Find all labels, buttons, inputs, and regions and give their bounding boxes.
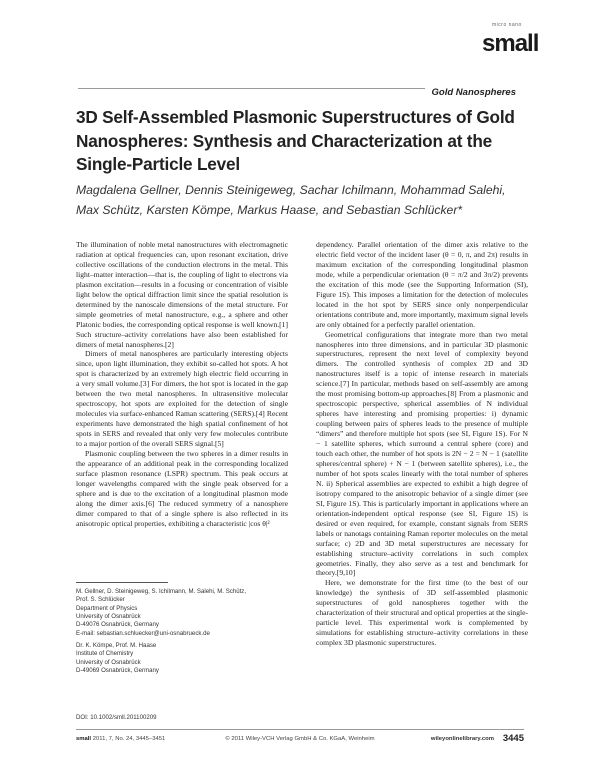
email-line[interactable]: E-mail: sebastian.schluecker@uni-osnabrueck.de — [76, 629, 210, 637]
footer-copyright: © 2011 Wiley-VCH Verlag GmbH & Co. KGaA, Weinheim — [225, 736, 375, 742]
affiliation-line: M. Gellner, D. Steinigeweg, S. Ichilmann, M. Salehi, M. Schütz, — [76, 588, 247, 595]
affiliations — [76, 588, 296, 675]
footer-citation-text: 2011, 7, No. 24, 3445–3451 — [92, 736, 166, 742]
affiliation-line: Department of Physics — [76, 604, 138, 612]
footer-journal: small — [76, 736, 92, 742]
affiliation-line: University of Osnabrück — [76, 658, 141, 666]
affiliation-line: Dr. K. Kömpe, Prof. M. Haase — [76, 642, 157, 650]
footer-rule — [76, 729, 524, 730]
affiliation-line: Prof. S. Schlücker — [76, 596, 125, 604]
affiliation-rule — [76, 582, 168, 583]
author-list: Magdalena Gellner, Dennis Steinigeweg, Sachar Ichilmann, Mohammad Salehi, Max Schütz, Karsten Kömpe, Markus Haase, and Sebastian Schlücker* — [76, 183, 506, 217]
paragraph: The illumination of noble metal nanostructures with electromagnetic radiation at optical frequencies can, upon resonant excitation, drive collective oscillations of the conduction electrons in the metal. This light–matter interaction—that is, the coupling of light to electrons via plasmon excitation—results in a focusing or concentration of visible light below the optical diffraction limit since the spatial resolution is determined by the nanoscale dimensions of the metal structure. For simple geometries of metal nanostructure, e.g., a sphere and other Platonic bodies, the corresponding optical response is well known.[1] Such structure–activity correlations have also been established for dimers of metal nanospheres.[2] — [76, 240, 288, 349]
section-label: Gold Nanospheres — [431, 87, 516, 98]
article-title: 3D Self-Assembled Plasmonic Superstructures of Gold Nanospheres: Synthesis and Characterization at the Single-Particle Level — [76, 107, 515, 174]
affiliation-line: Institute of Chemistry — [76, 650, 134, 658]
paragraph: dependency. Parallel orientation of the dimer axis relative to the electric field vector of the incident laser (θ = 0, π, and 2π) results in maximum excitation of the corresponding longitudinal plasmon mode, while a perpendicular orientation (θ = π/2 and 3π/2) prevents the excitation of this mode (see the Supporting Information (SI), Figure 1S). This imposes a limitation for the detection of molecules located in the hot spot by SERS since only nonperpendicular orientations contribute and, more importantly, maximum signal levels are only obtained for a perfectly parallel orientation. — [316, 240, 528, 329]
doi[interactable]: DOI: 10.1002/smll.201100209 — [76, 714, 157, 721]
page-number: 3445 — [502, 733, 524, 744]
affiliation-line: D-49069 Osnabrück, Germany — [76, 667, 159, 675]
logo-wordmark: small — [482, 30, 539, 57]
paragraph: Dimers of metal nanospheres are particularly interesting objects since, upon light illumination, they exhibit so-called hot spots. A hot spot is characterized by an extremely high electric field occurring in a very small volume.[3] For dimers, the hot spot is located in the gap between the two metal nanospheres. In ultrasensitive molecular spectroscopy, hot spots are exploited for the detection of single molecules via surface-enhanced Raman scattering (SERS).[4] Recent experiments have demonstrated the high spatial confinement of hot spots in SERS and revealed that only very few molecules contribute to a major portion of the overall SERS signal.[5] — [76, 349, 288, 449]
body-column-right — [316, 240, 528, 648]
page-footer — [76, 733, 524, 747]
paragraph: Geometrical configurations that integrate more than two metal nanospheres into three dimensions, and in particular 3D plasmonic superstructures, represent the next level of complexity beyond dimers. The controlled synthesis of complex 2D and 3D nanostructures itself is a topic of intense research in materials science.[7] In particular, methods based on self-assembly are among the most promising bottom-up approaches.[8] From a plasmonic and spectroscopic perspective, spherical assemblies of N individual spheres have interesting and promising properties: i) dynamic coupling between pairs of spheres leads to the presence of multiple “dimers” and therefore multiple hot spots (see SI, Figure 1S). For N − 1 satellite spheres, which surround a central sphere (core) and touch each other, the number of hot spots is 2N − 2 = N − 1 (satellite spheres/central sphere) + N − 1 (between satellite spheres), i.e., the number of hot spots scales linearly with the total number of spheres N. ii) Spherical assemblies are expected to exhibit a high degree of isotropy compared to the anisotropic behavior of a single dimer (see SI, Figure 1S). This is particularly important in applications where an orientation-independent optical response (see SI, Figure 1S) is desired or even required, for example, constant signals from SERS labels or nanotags containing Raman reporter molecules on the metal surface; c) 2D and 3D metal superstructures are necessary for establishing structure–activity correlations in such complex geometries. Finally, they also serve as a test and benchmark for theory.[9,10] — [316, 329, 528, 578]
affiliation-line: D-49076 Osnabrück, Germany — [76, 621, 159, 629]
section-tag — [425, 82, 522, 96]
paragraph: Plasmonic coupling between the two spheres in a dimer results in the appearance of an additional peak in the corresponding localized surface plasmon resonance (LSPR) spectrum. This peak occurs at longer wavelengths compared with the single peak observed for a sphere and is due to the excitation of a longitudinal plasmon mode along the dimer axis.[6] The reduced symmetry of a nanosphere dimer compared to that of a single sphere is also reflected in its anisotropic optical properties, exhibiting a characteristic |cos θ|² — [76, 449, 288, 528]
journal-logo — [482, 22, 539, 66]
footer-website[interactable]: wileyonlinelibrary.com — [430, 736, 494, 742]
paragraph: Here, we demonstrate for the first time (to the best of our knowledge) the synthesis of 3D self-assembled plasmonic superstructures of gold nanospheres together with the characterization of their structural and optical properties at the single-particle level. This experimental work is complemented by simulations for establishing structure–activity correlations in these complex 3D plasmonic superstructures. — [316, 578, 528, 648]
affiliation-line: University of Osnabrück — [76, 613, 141, 621]
logo-tagline: micro nano — [492, 22, 522, 28]
body-column-left — [76, 240, 288, 529]
